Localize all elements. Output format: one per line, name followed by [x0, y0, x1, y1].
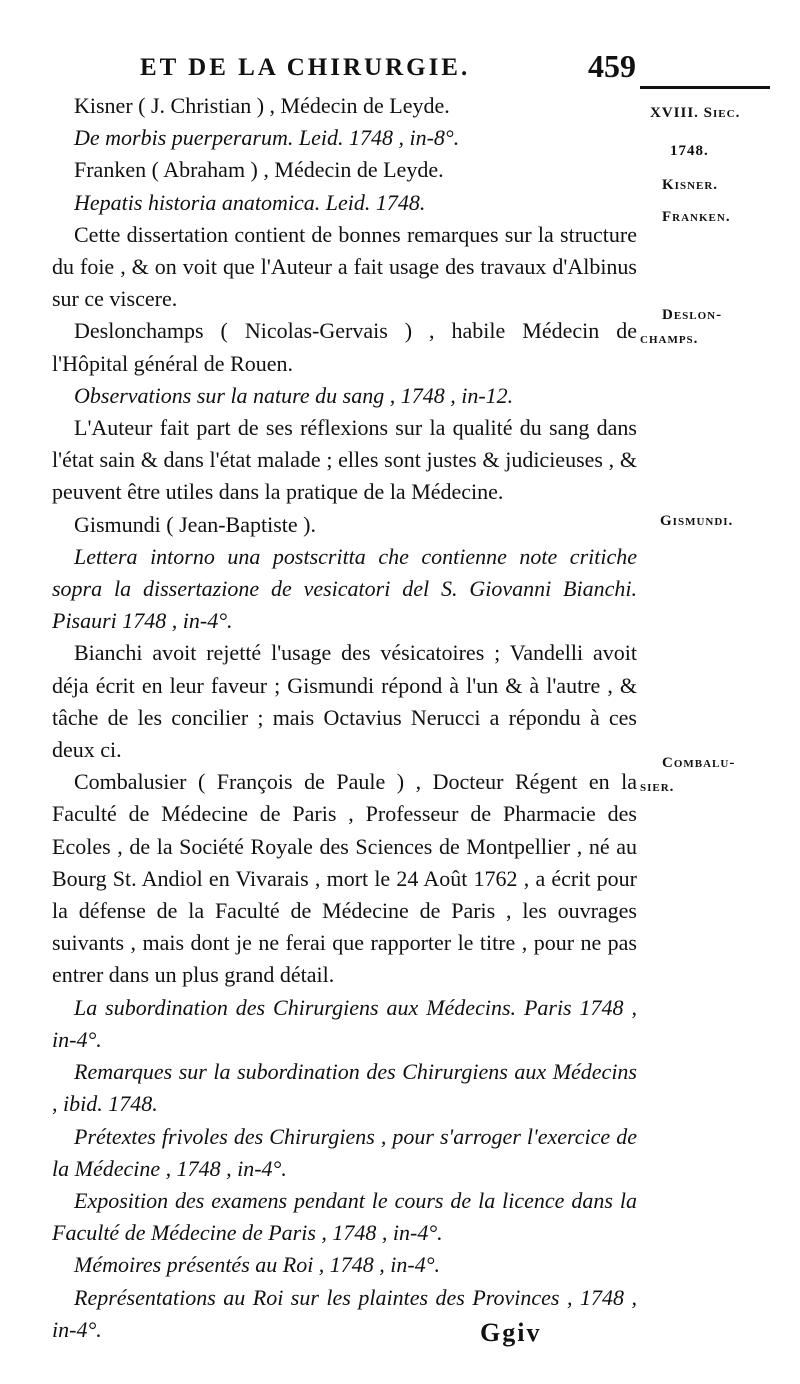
margin-year: 1748.	[670, 143, 709, 159]
margin-name-gismundi: Gismundi.	[660, 513, 734, 529]
entry-comment-gismundi: Bianchi avoit rejetté l'usage des vésicatoires ; Vandelli avoit déja écrit en leur faveur ; Gismundi répond à l'un & à l'autre , & tâche de les concilier ; mais Octavius Nerucci a répondu à ces deux ci.	[52, 640, 637, 763]
entry-comment-deslonchamps: L'Auteur fait part de ses réflexions sur la qualité du sang dans l'état sain & dans l'état malade ; elles sont justes & judicieuses , & peuvent être utiles dans la pratique de la Médecine.	[52, 415, 637, 505]
entry-title-combalusier-3: Prétextes frivoles des Chirurgiens , pour s'arroger l'exercice de la Médecine , 1748 , in-4°.	[52, 1123, 637, 1181]
margin-name-franken: Franken.	[662, 209, 731, 225]
entry-author-kisner: Kisner ( J. Christian ) , Médecin de Leyde.	[74, 93, 450, 118]
entry-title-combalusier-6: Représentations au Roi sur les plaintes des Provinces , 1748 , in-4°.	[52, 1284, 637, 1342]
margin-name-combalusier-2: sier.	[640, 779, 675, 795]
header-rule	[640, 86, 770, 89]
entry-title-combalusier-2: Remarques sur la subordination des Chirurgiens aux Médecins , ibid. 1748.	[52, 1059, 637, 1117]
entry-title-combalusier-4: Exposition des examens pendant le cours de la licence dans la Faculté de Médecine de Paris , 1748 , in-4°.	[52, 1187, 637, 1246]
margin-name-combalusier-1: Combalu-	[662, 755, 736, 771]
entry-title-franken: Hepatis historia anatomica. Leid. 1748.	[74, 189, 426, 215]
entry-title-combalusier-5: Mémoires présentés au Roi , 1748 , in-4°.	[74, 1252, 441, 1278]
signature-mark: Ggiv	[480, 1318, 542, 1347]
entry-author-deslonchamps: Deslonchamps ( Nicolas-Gervais ) , habile Médecin de l'Hôpital général de Rouen.	[52, 318, 637, 376]
entry-author-gismundi: Gismundi ( Jean-Baptiste ).	[74, 511, 316, 537]
margin-name-deslonchamps-1: Deslon-	[662, 307, 723, 323]
entry-author-franken: Franken ( Abraham ) , Médecin de Leyde.	[74, 157, 444, 183]
margin-name-deslonchamps-2: champs.	[640, 331, 699, 347]
entry-title-gismundi: Lettera intorno una postscritta che contienne note critiche sopra la dissertazione de vesicatori del S. Giovanni Bianchi. Pisauri 1748 , in-4°.	[52, 543, 637, 634]
page-body	[52, 90, 637, 1346]
margin-name-kisner: Kisner.	[662, 177, 719, 193]
entry-title-deslonchamps: Observations sur la nature du sang , 1748 , in-12.	[74, 382, 514, 408]
entry-title-combalusier-1: La subordination des Chirurgiens aux Médecins. Paris 1748 , in-4°.	[52, 994, 637, 1052]
entry-comment-franken: Cette dissertation contient de bonnes remarques sur la structure du foie , & on voit que l'Auteur a fait usage des travaux d'Albinus sur ce viscere.	[52, 221, 637, 312]
page-number: 459	[588, 48, 636, 84]
running-head: ET DE LA CHIRURGIE.	[140, 54, 471, 81]
margin-century: XVIII. Siec.	[650, 105, 741, 121]
entry-author-combalusier: Combalusier ( François de Paule ) , Docteur Régent en la Faculté de Médecine de Paris , Professeur de Pharmacie des Ecoles , de la Société Royale des Sciences de Montpellier , né au Bourg St. Andiol en Vivarais , mort le 24 Août 1762 , a écrit pour la défense de la Faculté de Médecine de Paris , les ouvrages suivants , mais dont je ne ferai que rapporter le titre , pour ne pas entrer dans un plus grand détail.	[52, 769, 637, 988]
entry-title-kisner: De morbis puerperarum. Leid. 1748 , in-8°.	[74, 125, 460, 151]
